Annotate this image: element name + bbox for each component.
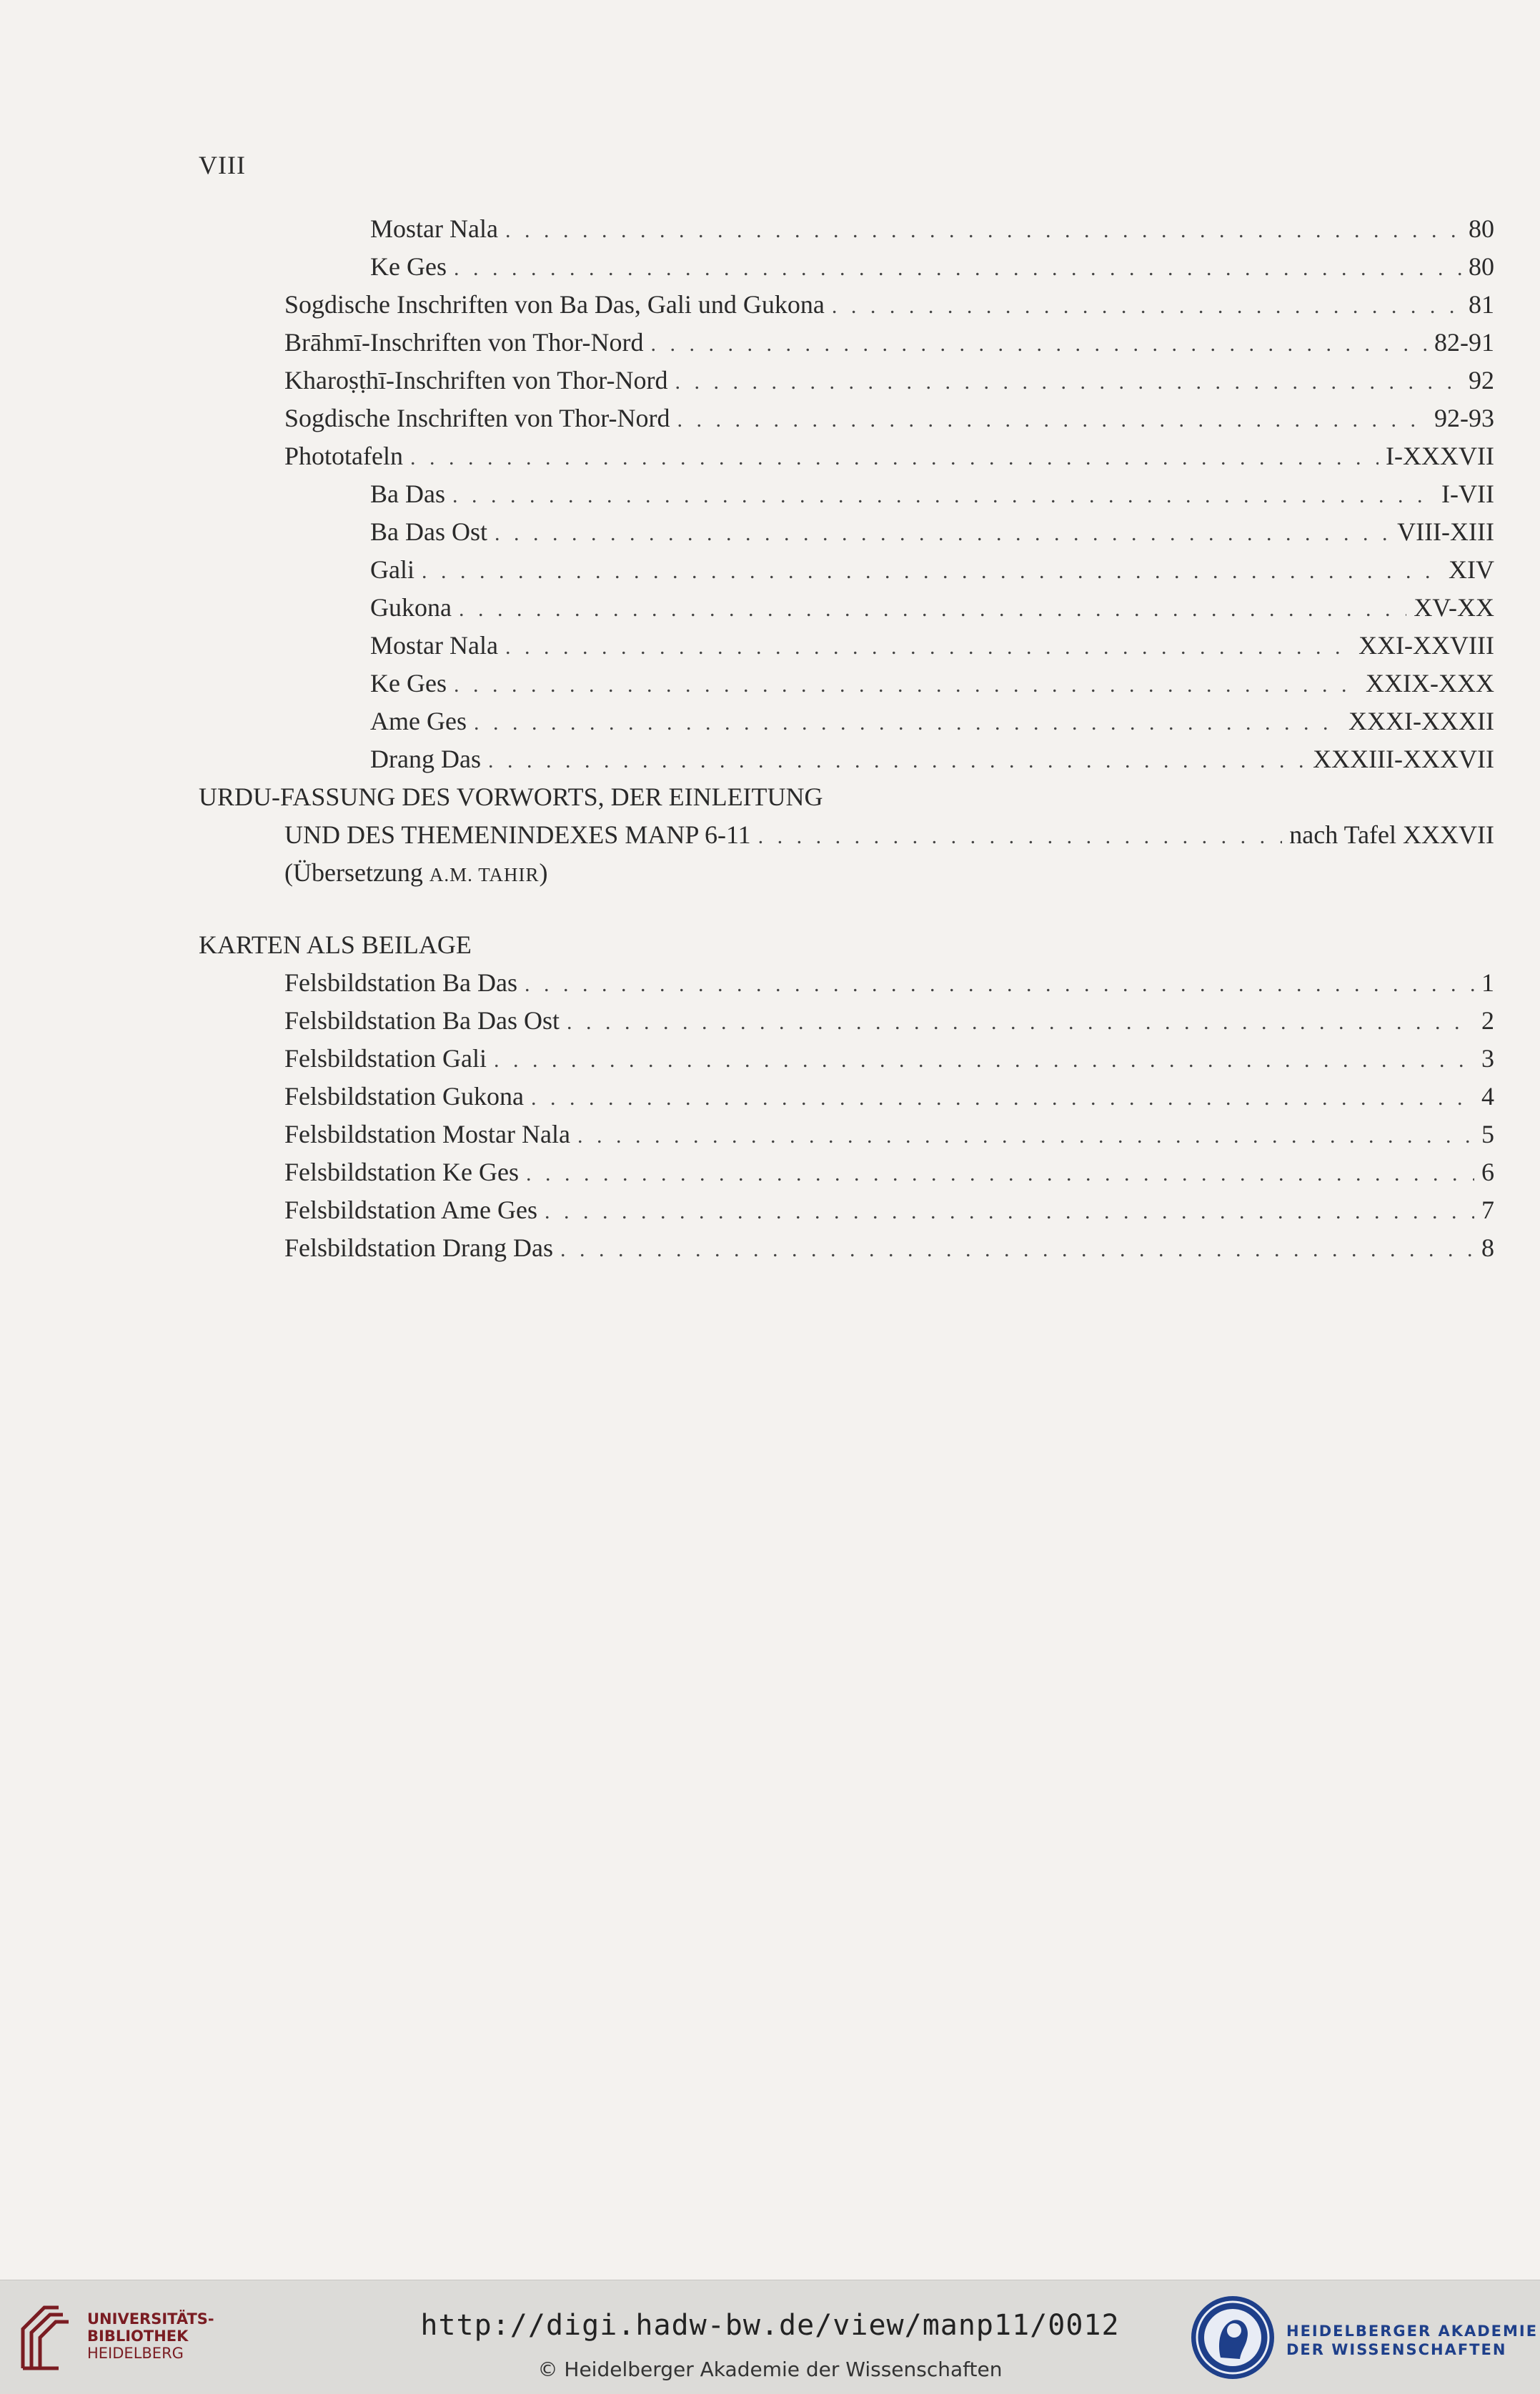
toc-entry-page: XV-XX bbox=[1414, 593, 1494, 622]
map-entry-number: 2 bbox=[1481, 1006, 1494, 1035]
map-entry bbox=[284, 1081, 1494, 1114]
toc-entry-label: Brāhmī-Inschriften von Thor-Nord bbox=[284, 328, 644, 357]
map-entry-number: 4 bbox=[1481, 1082, 1494, 1111]
toc-entry bbox=[284, 402, 1494, 436]
university-library-name: UNIVERSITÄTS- BIBLIOTHEK HEIDELBERG bbox=[87, 2310, 214, 2362]
map-entry bbox=[284, 1005, 1494, 1038]
toc-entry bbox=[284, 364, 1494, 398]
toc-entry-label: Drang Das bbox=[370, 745, 481, 773]
toc-entry-label: Ame Ges bbox=[370, 707, 467, 735]
toc-entry-label: Phototafeln bbox=[284, 442, 403, 470]
toc-entry-page: 81 bbox=[1469, 290, 1494, 319]
toc-entry-label: Gukona bbox=[370, 593, 452, 622]
map-entry-number: 1 bbox=[1481, 968, 1494, 997]
toc-entry bbox=[370, 251, 1494, 284]
map-entry bbox=[284, 1156, 1494, 1190]
toc-entry-label: Gali bbox=[370, 555, 414, 584]
academy-name: HEIDELBERGER AKADEMIE DER WISSENSCHAFTEN bbox=[1286, 2323, 1539, 2358]
toc-entry-label: Mostar Nala bbox=[370, 631, 498, 660]
translation-note: (Übersetzung A.M. TAHIR) bbox=[284, 858, 548, 887]
toc-entry-label: Sogdische Inschriften von Ba Das, Gali und Gukona bbox=[284, 290, 825, 319]
toc-entry-page: XXXI-XXXII bbox=[1348, 707, 1494, 735]
map-entry-label: Felsbildstation Drang Das bbox=[284, 1233, 553, 1262]
map-entry-number: 5 bbox=[1481, 1120, 1494, 1148]
toc-entry bbox=[370, 630, 1494, 663]
toc-entry-page: 82-91 bbox=[1434, 328, 1494, 357]
maps-section-heading: KARTEN ALS BEILAGE bbox=[199, 930, 472, 959]
toc-entry-label: Ba Das Ost bbox=[370, 517, 487, 546]
toc-entry bbox=[284, 440, 1494, 474]
map-entry-label: Felsbildstation Ke Ges bbox=[284, 1158, 519, 1186]
toc-entry bbox=[370, 478, 1494, 512]
map-entry-label: Felsbildstation Ba Das Ost bbox=[284, 1006, 560, 1035]
map-entry-label: Felsbildstation Gukona bbox=[284, 1082, 524, 1111]
page-number: VIII bbox=[199, 151, 246, 179]
toc-entry-page: 80 bbox=[1469, 252, 1494, 281]
toc-entry-page: I-XXXVII bbox=[1386, 442, 1494, 470]
academy-seal-icon bbox=[1188, 2293, 1277, 2382]
toc-entry-page: nach Tafel XXXVII bbox=[1289, 820, 1494, 849]
toc-entry-label: Ba Das bbox=[370, 480, 445, 508]
translator-name: A.M. TAHIR bbox=[429, 864, 540, 885]
toc-entry bbox=[284, 327, 1494, 360]
toc-entry bbox=[370, 743, 1494, 777]
toc-entry-label: Ke Ges bbox=[370, 252, 447, 281]
toc-entry-page: 80 bbox=[1469, 214, 1494, 243]
toc-entry-page: 92-93 bbox=[1434, 404, 1494, 432]
map-entry-number: 3 bbox=[1481, 1044, 1494, 1073]
toc-entry-label: Mostar Nala bbox=[370, 214, 498, 243]
toc-entry-page: VIII-XIII bbox=[1397, 517, 1494, 546]
copyright-notice: © Heidelberger Akademie der Wissenschaften bbox=[537, 2358, 1003, 2381]
toc-entry-page: XIV bbox=[1449, 555, 1494, 584]
toc-entry-page: I-VII bbox=[1441, 480, 1494, 508]
toc-entry-page: 92 bbox=[1469, 366, 1494, 394]
map-entry-label: Felsbildstation Ba Das bbox=[284, 968, 517, 997]
map-entry-number: 7 bbox=[1481, 1196, 1494, 1224]
map-entry-number: 6 bbox=[1481, 1158, 1494, 1186]
map-entry-number: 8 bbox=[1481, 1233, 1494, 1262]
map-entry-label: Felsbildstation Ame Ges bbox=[284, 1196, 537, 1224]
map-entry bbox=[284, 1194, 1494, 1228]
toc-entry-page: XXI-XXVIII bbox=[1358, 631, 1494, 660]
toc-entry-label: Kharoṣṭhī-Inschriften von Thor-Nord bbox=[284, 366, 668, 394]
toc-entry-page: XXXIII-XXXVII bbox=[1313, 745, 1494, 773]
toc-entry bbox=[370, 705, 1494, 739]
map-entry bbox=[284, 1118, 1494, 1152]
toc-entry-label: Sogdische Inschriften von Thor-Nord bbox=[284, 404, 670, 432]
urdu-section-heading: URDU-FASSUNG DES VORWORTS, DER EINLEITUNG bbox=[199, 783, 823, 811]
map-entry bbox=[284, 967, 1494, 1000]
toc-entry bbox=[284, 819, 1494, 853]
permalink-url[interactable]: http://digi.hadw-bw.de/view/manp11/0012 bbox=[420, 2309, 1120, 2342]
map-entry bbox=[284, 1232, 1494, 1266]
toc-entry bbox=[370, 554, 1494, 587]
toc-entry-label: Ke Ges bbox=[370, 669, 447, 697]
map-entry-label: Felsbildstation Mostar Nala bbox=[284, 1120, 570, 1148]
toc-entry bbox=[370, 667, 1494, 701]
toc-entry bbox=[284, 289, 1494, 322]
toc-entry bbox=[370, 213, 1494, 247]
toc-entry bbox=[370, 592, 1494, 625]
viewer-footer bbox=[0, 2280, 1540, 2394]
toc-entry bbox=[370, 516, 1494, 550]
toc-entry-label: UND DES THEMENINDEXES MANP 6-11 bbox=[284, 820, 751, 849]
toc-entry-page: XXIX-XXX bbox=[1366, 669, 1494, 697]
map-entry bbox=[284, 1043, 1494, 1076]
map-entry-label: Felsbildstation Gali bbox=[284, 1044, 487, 1073]
